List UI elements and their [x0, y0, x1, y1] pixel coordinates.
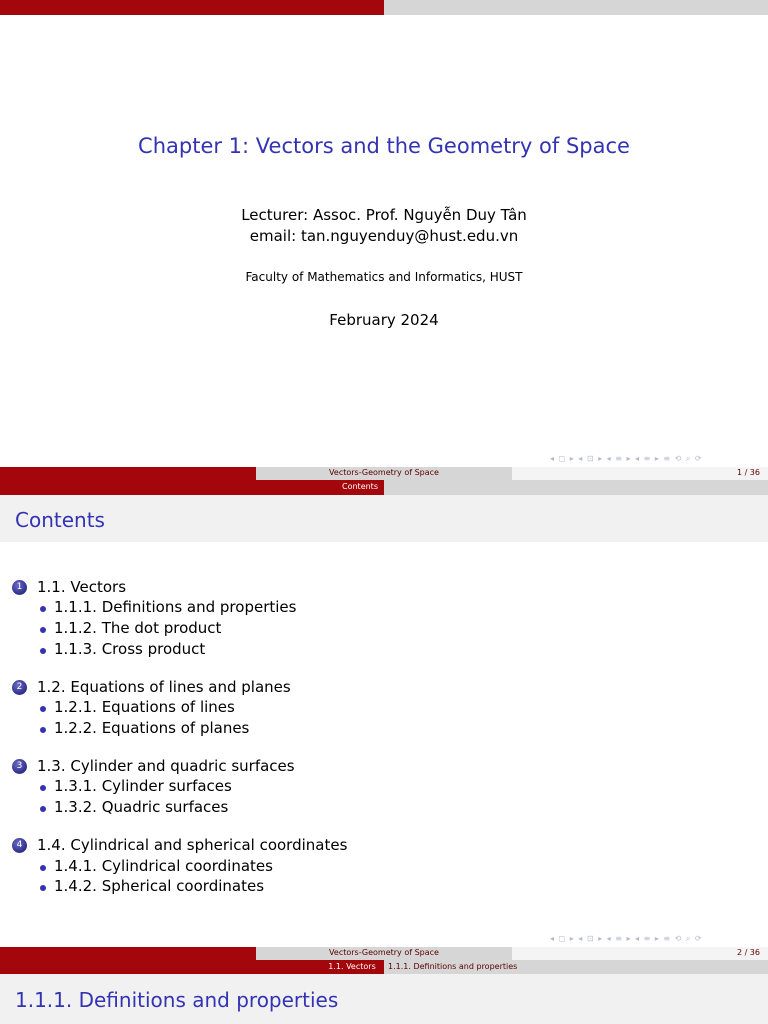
lecturer-email: email: tan.nguyenduy@hust.edu.vn — [249, 227, 519, 245]
footer-center-block — [256, 947, 512, 960]
bullet-icon — [40, 885, 46, 891]
navigation-symbols[interactable]: ◂ ◻ ▸ ◂ ⊡ ▸ ◂ ≡ ▸ ◂ ≡ ▸ ≡ ⟲ ⌕ ⟳ — [550, 934, 703, 943]
footer-center-block — [256, 467, 512, 480]
toc-subsection-label: 1.3.1. Cylinder surfaces — [54, 777, 232, 795]
progress-bar-filled — [0, 0, 384, 15]
footer-short-title: Vectors-Geometry of Space — [329, 948, 439, 957]
bullet-icon — [40, 865, 46, 871]
bullet-icon — [40, 727, 46, 733]
section-number-ball: 1 — [12, 580, 27, 595]
footer-red-block — [0, 467, 256, 480]
frametitle-bar — [0, 974, 768, 1024]
toc-subsection[interactable] — [54, 698, 235, 716]
toc-subsection[interactable] — [54, 857, 273, 875]
toc-section[interactable] — [16, 678, 291, 696]
toc-subsection-label: 1.4.1. Cylindrical coordinates — [54, 857, 273, 875]
toc-section[interactable] — [16, 578, 127, 596]
toc-subsection[interactable] — [54, 619, 221, 637]
frame-title: Contents — [15, 508, 105, 532]
headline-strip — [0, 480, 768, 495]
table-of-contents — [16, 578, 737, 908]
toc-subsection-label: 1.3.2. Quadric surfaces — [54, 798, 229, 816]
toc-subsection[interactable] — [54, 640, 205, 658]
footer-right-block — [512, 947, 768, 960]
headline-subsection[interactable]: 1.1.1. Definitions and properties — [388, 962, 518, 971]
date: February 2024 — [329, 311, 439, 329]
toc-subsection-label: 1.4.2. Spherical coordinates — [54, 877, 265, 895]
page-number: 2 / 36 — [736, 948, 760, 957]
frame-title: 1.1.1. Definitions and properties — [15, 988, 339, 1012]
slide-title: Chapter 1: Vectors and the Geometry of Space — [138, 134, 630, 158]
bullet-icon — [40, 606, 46, 612]
footer-strip — [0, 467, 768, 480]
toc-section[interactable] — [16, 757, 295, 775]
progress-bar-empty — [384, 0, 768, 15]
toc-subsection-label: 1.1.3. Cross product — [54, 640, 206, 658]
headline-section[interactable]: 1.1. Vectors — [328, 962, 376, 971]
bullet-icon — [40, 648, 46, 654]
headline-section[interactable]: Contents — [342, 482, 378, 491]
toc-subsection[interactable] — [54, 598, 296, 616]
page-number: 1 / 36 — [736, 468, 760, 477]
frametitle-bar — [0, 495, 768, 542]
toc-subsection-label: 1.2.1. Equations of lines — [54, 698, 235, 716]
toc-subsection[interactable] — [54, 777, 232, 795]
footer-red-block — [0, 947, 256, 960]
footer-right-block — [512, 467, 768, 480]
toc-subsection-label: 1.1.1. Definitions and properties — [54, 598, 297, 616]
bullet-icon — [40, 806, 46, 812]
toc-section-label: 1.3. Cylinder and quadric surfaces — [37, 757, 295, 775]
toc-section-label: 1.1. Vectors — [37, 578, 127, 596]
bullet-icon — [40, 627, 46, 633]
section-number-ball: 2 — [12, 680, 27, 695]
navigation-symbols[interactable]: ◂ ◻ ▸ ◂ ⊡ ▸ ◂ ≡ ▸ ◂ ≡ ▸ ≡ ⟲ ⌕ ⟳ — [550, 454, 703, 463]
section-number-ball: 4 — [12, 838, 27, 853]
footer-short-title: Vectors-Geometry of Space — [329, 468, 439, 477]
toc-subsection[interactable] — [54, 798, 228, 816]
toc-subsection[interactable] — [54, 719, 249, 737]
toc-subsection-label: 1.2.2. Equations of planes — [54, 719, 250, 737]
toc-section-label: 1.2. Equations of lines and planes — [37, 678, 291, 696]
toc-subsection-label: 1.1.2. The dot product — [54, 619, 222, 637]
toc-section-label: 1.4. Cylindrical and spherical coordinates — [37, 836, 348, 854]
toc-section[interactable] — [16, 836, 348, 854]
toc-subsection[interactable] — [54, 877, 264, 895]
headline-grey-block — [384, 480, 768, 495]
lecturer-name: Lecturer: Assoc. Prof. Nguyễn Duy Tân — [241, 206, 527, 224]
section-number-ball: 3 — [12, 759, 27, 774]
bullet-icon — [40, 706, 46, 712]
institute: Faculty of Mathematics and Informatics, HUST — [245, 270, 523, 284]
bullet-icon — [40, 785, 46, 791]
headline-strip — [0, 960, 768, 974]
headline-red-block — [0, 480, 384, 495]
footer-strip — [0, 947, 768, 960]
